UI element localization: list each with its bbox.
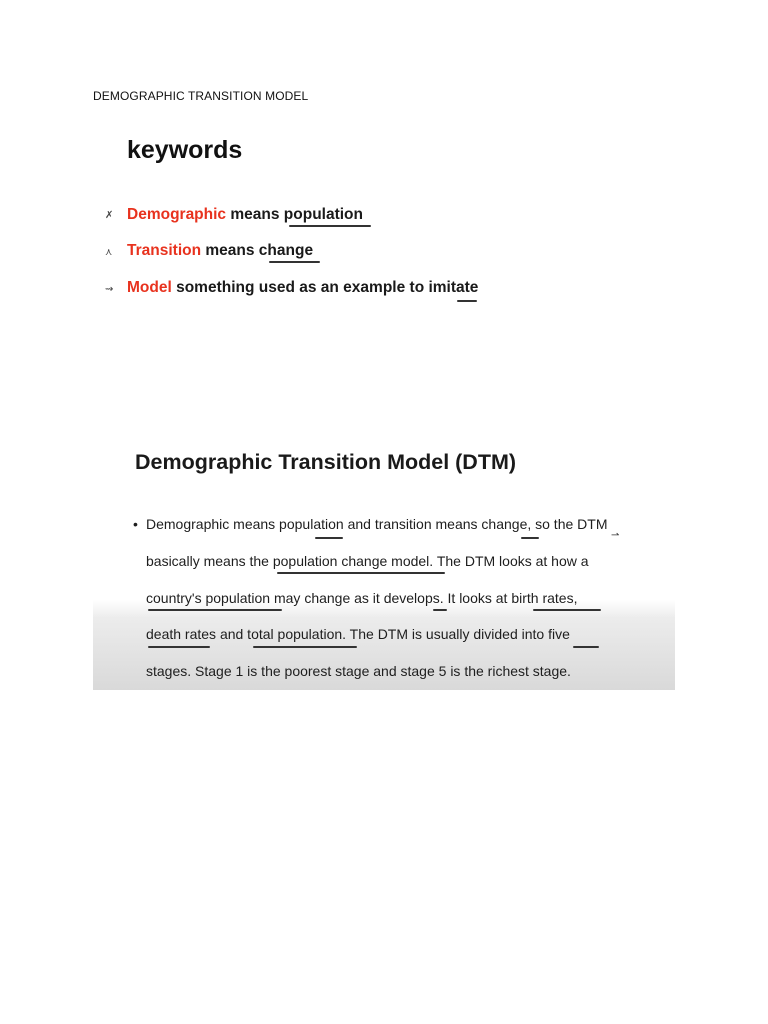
keyword-item-model [127, 279, 478, 297]
document-heading: DEMOGRAPHIC TRANSITION MODEL [93, 89, 309, 103]
handwritten-underline [533, 609, 601, 611]
handwritten-underline [573, 646, 599, 648]
dtm-slide-image [93, 440, 675, 690]
keyword-item-demographic [127, 206, 363, 224]
keyword-definition: means population [226, 206, 363, 223]
handwritten-arrow-icon: ⇀ [611, 530, 620, 541]
dtm-text-line: Demographic means population and transition means change, so the DTM [146, 516, 608, 532]
handwritten-underline [148, 646, 210, 648]
handwritten-underline [148, 609, 282, 611]
keyword-item-transition [127, 242, 313, 260]
dtm-text-line: death rates and total population. The DTM is usually divided into five [146, 626, 570, 642]
keyword-term: Demographic [127, 206, 227, 223]
keywords-slide-image [93, 128, 675, 318]
handwritten-underline [315, 537, 343, 539]
handwritten-underline [457, 300, 477, 302]
dtm-text-line: country's population may change as it develops. It looks at birth rates, [146, 590, 578, 606]
keyword-term: Transition [127, 242, 202, 259]
handwritten-mark-icon: ⋏ [105, 247, 113, 258]
handwritten-underline [253, 646, 357, 648]
bullet-icon: • [133, 516, 138, 532]
handwritten-underline [277, 572, 445, 574]
dtm-text-line: stages. Stage 1 is the poorest stage and stage 5 is the richest stage. [146, 663, 571, 679]
handwritten-mark-icon: ✗ [105, 210, 114, 221]
handwritten-mark-icon: ⇝ [105, 284, 114, 295]
handwritten-underline [269, 261, 320, 263]
dtm-text-line: basically means the population change model. The DTM looks at how a [146, 553, 589, 569]
handwritten-underline [433, 609, 447, 611]
keywords-title: keywords [127, 136, 243, 164]
handwritten-underline [521, 537, 539, 539]
keyword-definition: means change [201, 242, 314, 259]
dtm-title: Demographic Transition Model (DTM) [135, 450, 517, 474]
keyword-term: Model [127, 279, 172, 296]
keyword-definition: something used as an example to imitate [171, 279, 479, 296]
handwritten-underline [289, 225, 371, 227]
